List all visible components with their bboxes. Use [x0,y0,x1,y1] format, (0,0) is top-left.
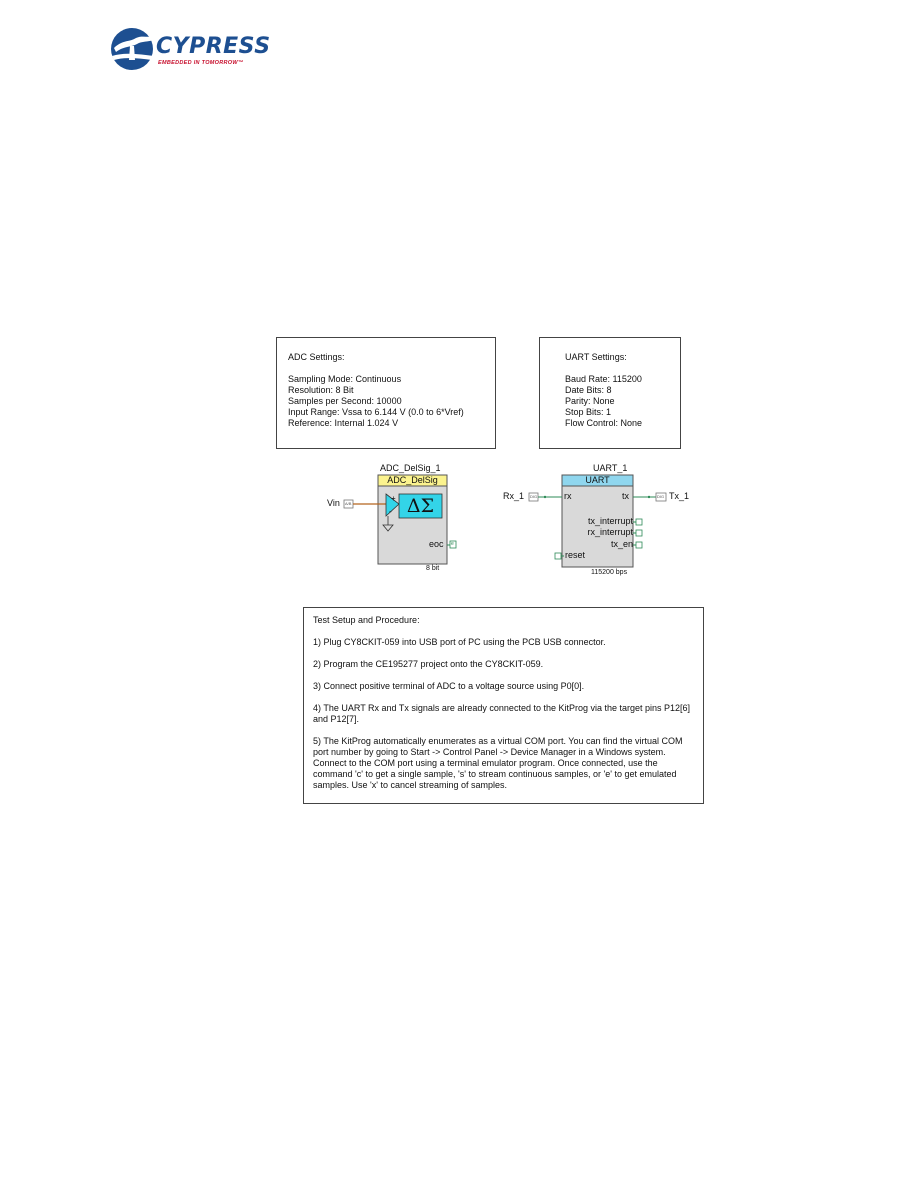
reset-label: reset [565,550,586,560]
uart-instance-name: UART_1 [593,463,628,473]
test-setup-note [303,607,704,804]
adc-settings-title: ADC Settings: [288,352,345,362]
tx-en-label: tx_en [610,539,633,549]
delta-sigma-symbol: ΔΣ [406,495,435,517]
logo-tagline: EMBEDDED IN TOMORROW™ [158,60,244,66]
rx-junction [544,496,546,498]
adc-setting-line: Input Range: Vssa to 6.144 V (0.0 to 6*Vref) [288,407,464,417]
tx-pin-label: Tx_1 [669,491,690,501]
tx-interrupt-pin-box[interactable] [636,519,642,525]
test-step: 1) Plug CY8CKIT-059 into USB port of PC using the PCB USB connector. [313,637,606,647]
adc-instance-name: ADC_DelSig_1 [380,463,441,473]
eoc-label: eoc [429,539,444,549]
adc-header-label: ADC_DelSig [387,475,438,485]
eoc-pin-tag: e [451,541,454,547]
rx-pin-tag: DIG [530,494,538,499]
test-step: 2) Program the CE195277 project onto the CY8CKIT-059. [313,659,544,669]
uart-baud-footer: 115200 bps [591,569,628,576]
tx-interrupt-label: tx_interrupt [587,516,633,526]
uart-setting-line: Baud Rate: 115200 [565,374,642,384]
uart-setting-line: Flow Control: None [565,418,643,428]
adc-plus-label: + [391,494,396,503]
tx-pin-tag: DIG [657,494,665,499]
reset-pin-box[interactable] [555,553,561,559]
vin-pin-label: Vin [327,498,340,508]
vin-pin-tag: A/B [345,501,352,506]
test-setup-title: Test Setup and Procedure: [313,615,420,625]
rx-interrupt-pin-box[interactable] [636,530,642,536]
uart-setting-line: Parity: None [565,396,615,406]
uart-header-label: UART [585,475,610,485]
test-step: 3) Connect positive terminal of ADC to a voltage source using P0[0]. [313,681,585,691]
tx-junction [648,496,650,498]
uart-setting-line: Stop Bits: 1 [565,407,612,417]
uart-settings-title: UART Settings: [565,352,627,362]
uart-rx-label: rx [564,491,572,501]
rx-interrupt-label: rx_interrupt [587,527,633,537]
uart-setting-line: Date Bits: 8 [565,385,612,395]
tx-en-pin-box[interactable] [636,542,642,548]
test-step: 4) The UART Rx and Tx signals are already connected to the KitProg via the target pins P12[6] and P12[7]. [313,703,691,724]
adc-setting-line: Samples per Second: 10000 [288,396,402,406]
adc-setting-line: Resolution: 8 Bit [288,385,354,395]
rx-pin-label: Rx_1 [503,491,525,501]
adc-minus-label: - [389,507,392,516]
adc-setting-line: Reference: Internal 1.024 V [288,418,399,428]
adc-setting-line: Sampling Mode: Continuous [288,374,402,384]
adc-resolution-footer: 8 bit [426,565,440,572]
logo-wordmark: CYPRESS [156,34,271,59]
test-step: 5) The KitProg automatically enumerates as a virtual COM port. You can find the virtual COM port number by going to Start -> Control Panel -> Device Manager in a Windows system. Connect to the COM port using a terminal emulator program. Once connected, use the command 'c' to get a single sample, 's' to stream continuous samples, or 'e' to get emulated samples. Use 'x' to cancel streaming of samples. [313,736,683,790]
uart-tx-label: tx [622,491,630,501]
